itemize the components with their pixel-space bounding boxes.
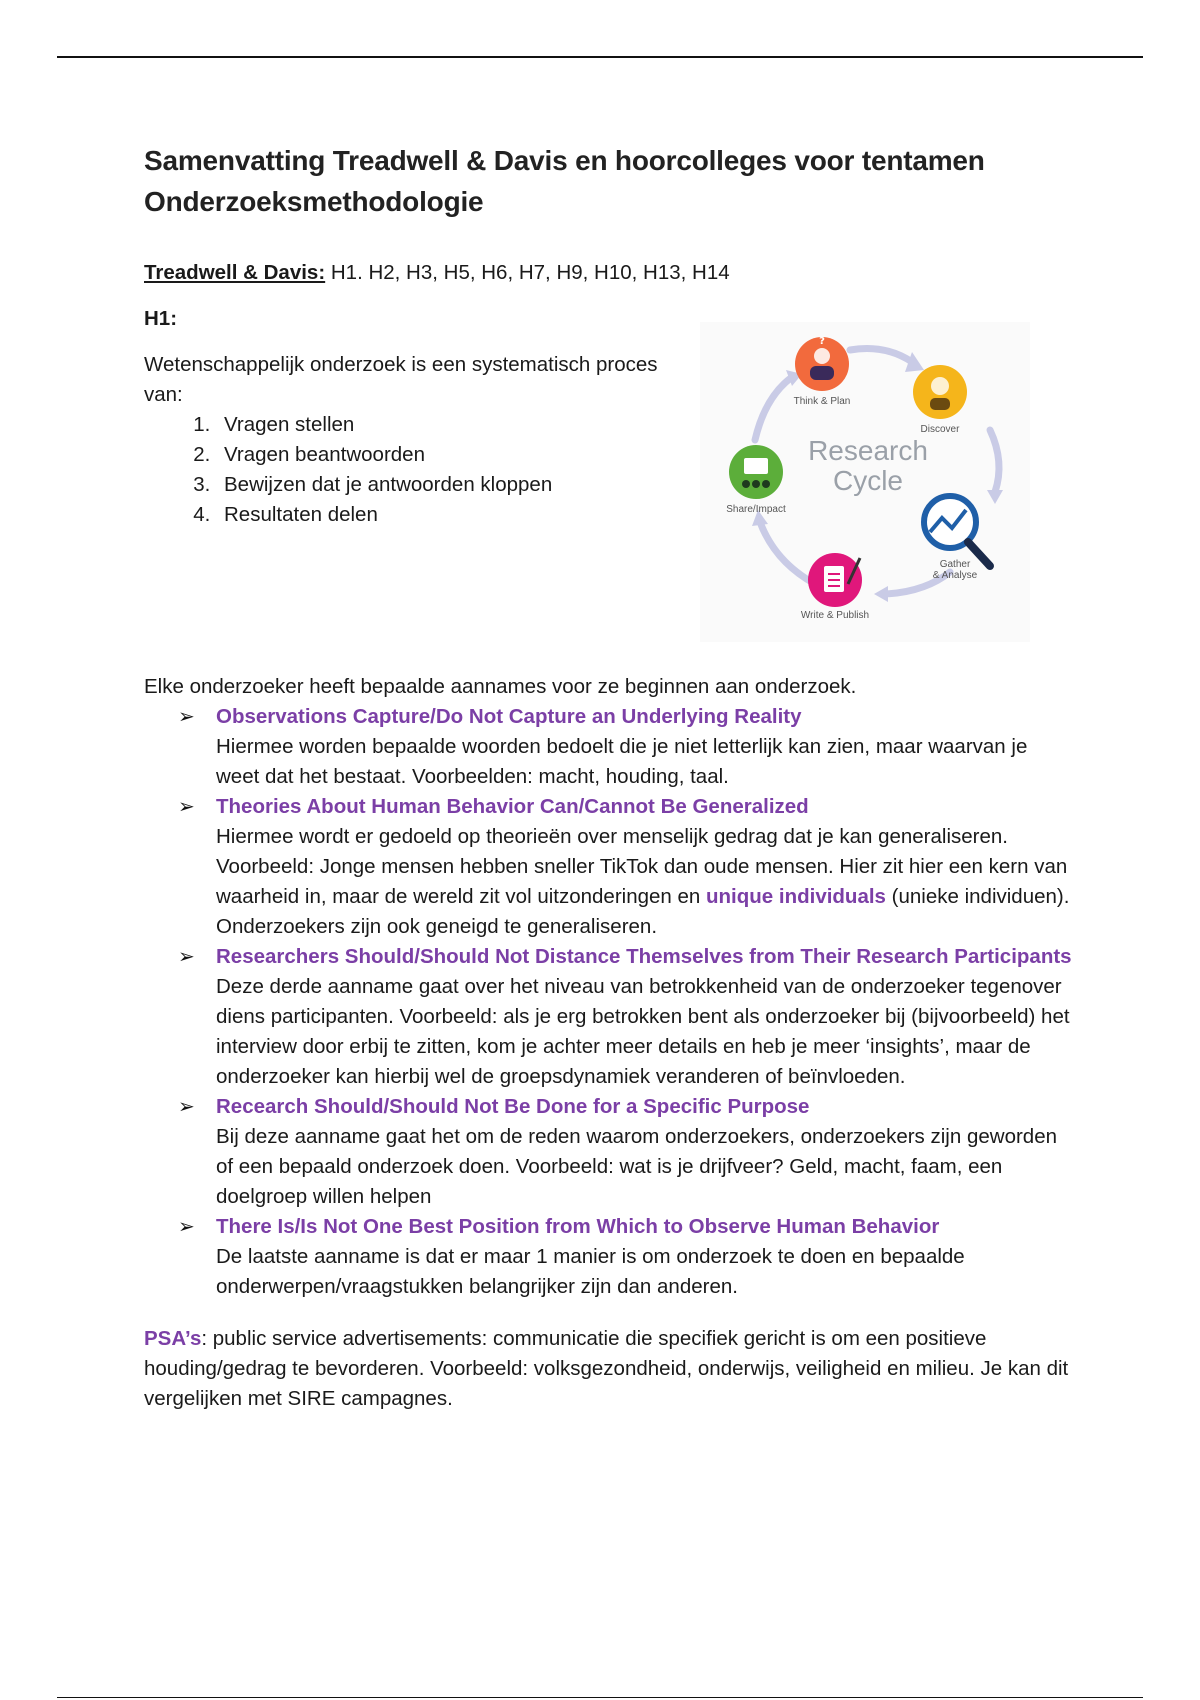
list-item: 2. Vragen beantwoorden — [216, 440, 664, 470]
assumption-term: There Is/Is Not One Best Position from Which to Observe Human Behavior — [216, 1215, 940, 1238]
arrow-bullet-icon: ➢ — [178, 706, 195, 728]
list-item — [178, 942, 1074, 1092]
books-line — [144, 258, 1074, 288]
document-page — [144, 140, 1074, 1414]
assumption-text-part: Hiermee wordt er gedoeld op theorieën over menselijk gedrag dat je kan generaliseren. Voorbeeld: Jonge mensen hebben sneller TikTok dan oude mensen. Hier zit hier een kern van waarheid in, maar de wereld zit vol uitzonderingen en — [216, 825, 1068, 908]
document-title: Samenvatting Treadwell & Davis en hoorcolleges voor tentamen Onderzoeksmethodologie — [144, 145, 985, 217]
list-item — [178, 792, 1074, 942]
stage-label-think: Think & Plan — [793, 396, 851, 407]
header-rule — [57, 56, 1143, 58]
list-item — [178, 1092, 1074, 1212]
chapter-heading-h1: H1: — [144, 307, 178, 330]
research-steps-list — [144, 410, 664, 530]
list-item — [178, 1212, 1074, 1302]
arrow-bullet-icon: ➢ — [178, 796, 195, 818]
list-item: 3. Bewijzen dat je antwoorden kloppen — [216, 470, 664, 500]
books-label: Treadwell & Davis: — [144, 261, 326, 284]
arrow-bullet-icon: ➢ — [178, 946, 195, 968]
stage-label-write: Write & Publish — [800, 610, 870, 621]
list-item — [178, 702, 1074, 792]
assumption-term: Observations Capture/Do Not Capture an Underlying Reality — [216, 705, 802, 728]
list-item: 4. Resultaten delen — [216, 500, 664, 530]
psa-paragraph — [144, 1324, 1074, 1414]
psa-text: : public service advertisements: communicatie die specifiek gericht is om een positieve houding/gedrag te bevorderen. Voorbeeld: volksgezondheid, onderwijs, veiligheid en milieu. Je kan dit vergelijken met SIRE campagnes. — [144, 1327, 1069, 1410]
presentation-board-icon — [744, 458, 768, 474]
assumption-text-part: (unieke individuen). Onderzoekers zijn ook geneigd te generaliseren. — [216, 885, 1070, 938]
assumption-term: Researchers Should/Should Not Distance Themselves from Their Research Participants — [216, 945, 1072, 968]
audience-icon — [762, 480, 770, 488]
assumption-term: Recearch Should/Should Not Be Done for a Specific Purpose — [216, 1095, 810, 1118]
list-item: 1. Vragen stellen — [216, 410, 664, 440]
audience-icon — [742, 480, 750, 488]
arrow-bullet-icon: ➢ — [178, 1096, 195, 1118]
assumption-text: Deze derde aanname gaat over het niveau van betrokkenheid van de onderzoeker tegenover diens participanten. Voorbeeld: als je erg betrokken bent als onderzoeker bij (bijvoorbeeld) het interview door erbij te zitten, kom je achter meer details en heb je meer ‘insights’, maar de onderzoeker kan hierbij wel de groepsdynamiek veranderen of beïnvloeden. — [216, 975, 1070, 1088]
stage-label-gather: Gather — [939, 559, 971, 570]
footer-rule — [57, 1697, 1143, 1698]
stage-label-share: Share/Impact — [726, 504, 786, 515]
arrow-bullet-icon: ➢ — [178, 1216, 195, 1238]
intro-section — [144, 336, 1074, 668]
think-plan-head-icon — [814, 348, 830, 364]
assumptions-intro: Elke onderzoeker heeft bepaalde aannames voor ze beginnen aan onderzoek. — [144, 675, 857, 698]
assumption-term: Theories About Human Behavior Can/Cannot Be Generalized — [216, 795, 809, 818]
discover-person-icon — [930, 398, 950, 410]
think-plan-body-icon — [810, 366, 834, 380]
research-cycle-diagram — [700, 322, 1030, 642]
psa-term: PSA’s — [144, 1327, 202, 1350]
cycle-center-subtitle: Cycle — [832, 465, 904, 496]
stage-label-analyse: & Analyse — [932, 570, 978, 581]
assumption-text: De laatste aanname is dat er maar 1 manier is om onderzoek te doen en bepaalde onderwerpen/vraagstukken belangrijker zijn dan anderen. — [216, 1245, 965, 1298]
discover-bulb-icon — [931, 377, 949, 395]
books-chapters: H1. H2, H3, H5, H6, H7, H9, H10, H13, H14 — [325, 261, 730, 284]
assumption-text: Hiermee worden bepaalde woorden bedoelt die je niet letterlijk kan zien, maar waarvan je weet dat het bestaat. Voorbeelden: macht, houding, taal. — [216, 735, 1028, 788]
intro-text: Wetenschappelijk onderzoek is een systematisch proces van: — [144, 353, 658, 406]
audience-icon — [752, 480, 760, 488]
cycle-center-title: Research — [808, 435, 928, 466]
intro-text-block — [144, 350, 664, 530]
assumption-text — [216, 822, 1074, 942]
assumptions-section — [144, 672, 1074, 1302]
stage-label-discover: Discover — [920, 424, 960, 435]
highlight-term: unique individuals — [706, 885, 886, 908]
assumption-text: Bij deze aanname gaat het om de reden waarom onderzoekers, onderzoekers zijn geworden of een bepaald onderzoek doen. Voorbeeld: wat is je drijfveer? Geld, macht, faam, een doelgroep willen helpen — [216, 1125, 1058, 1208]
assumptions-list — [144, 702, 1074, 1302]
question-mark-icon: ? — [819, 336, 825, 347]
